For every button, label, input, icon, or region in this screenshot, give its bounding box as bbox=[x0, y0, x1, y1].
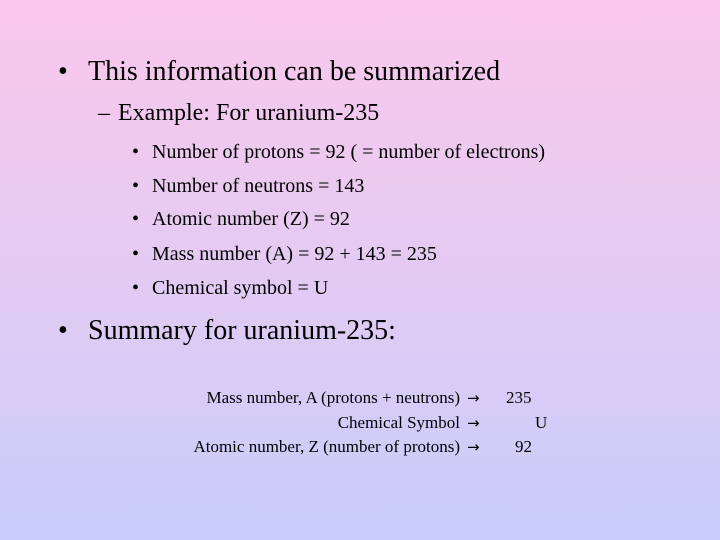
summary-row-atomic bbox=[130, 435, 570, 460]
fact-text: Atomic number (Z) = 92 bbox=[152, 208, 350, 230]
dash-icon: – bbox=[98, 100, 110, 126]
bullet-icon: • bbox=[132, 141, 140, 163]
heading-summarized: This information can be summarized bbox=[88, 56, 501, 87]
fact-text: Mass number (A) = 92 + 143 = 235 bbox=[152, 243, 437, 265]
fact-item bbox=[132, 175, 364, 198]
bullet-icon: • bbox=[132, 277, 140, 299]
arrow-right-icon: → bbox=[467, 413, 480, 432]
bullet-icon: • bbox=[58, 56, 68, 87]
fact-item bbox=[132, 243, 437, 266]
summary-label: Chemical Symbol bbox=[337, 412, 460, 432]
summary-value: 235 bbox=[506, 388, 532, 407]
summary-value: U bbox=[535, 412, 548, 432]
summary-row-mass bbox=[130, 386, 570, 411]
fact-text: Number of protons = 92 ( = number of electrons) bbox=[152, 141, 546, 163]
bullet-icon: • bbox=[132, 175, 140, 197]
summary-table bbox=[130, 386, 570, 460]
summary-row-symbol bbox=[130, 411, 570, 436]
example-text: Example: For uranium-235 bbox=[118, 100, 380, 126]
bullet-summary-intro bbox=[58, 56, 500, 88]
arrow-right-icon: → bbox=[467, 389, 480, 407]
fact-item bbox=[132, 208, 350, 231]
bullet-summary-heading bbox=[58, 315, 396, 347]
heading-summary: Summary for uranium-235: bbox=[88, 315, 396, 346]
bullet-icon: • bbox=[132, 208, 140, 230]
bullet-icon: • bbox=[58, 315, 68, 346]
arrow-right-icon: → bbox=[467, 438, 480, 456]
fact-item bbox=[132, 277, 328, 300]
fact-text: Chemical symbol = U bbox=[152, 277, 329, 299]
example-line bbox=[98, 100, 379, 127]
summary-label: Mass number, A (protons + neutrons) bbox=[206, 388, 460, 407]
summary-label: Atomic number, Z (number of protons) bbox=[193, 437, 460, 456]
fact-item bbox=[132, 141, 545, 164]
fact-text: Number of neutrons = 143 bbox=[152, 175, 365, 197]
summary-value: 92 bbox=[515, 437, 532, 456]
bullet-icon: • bbox=[132, 243, 140, 265]
